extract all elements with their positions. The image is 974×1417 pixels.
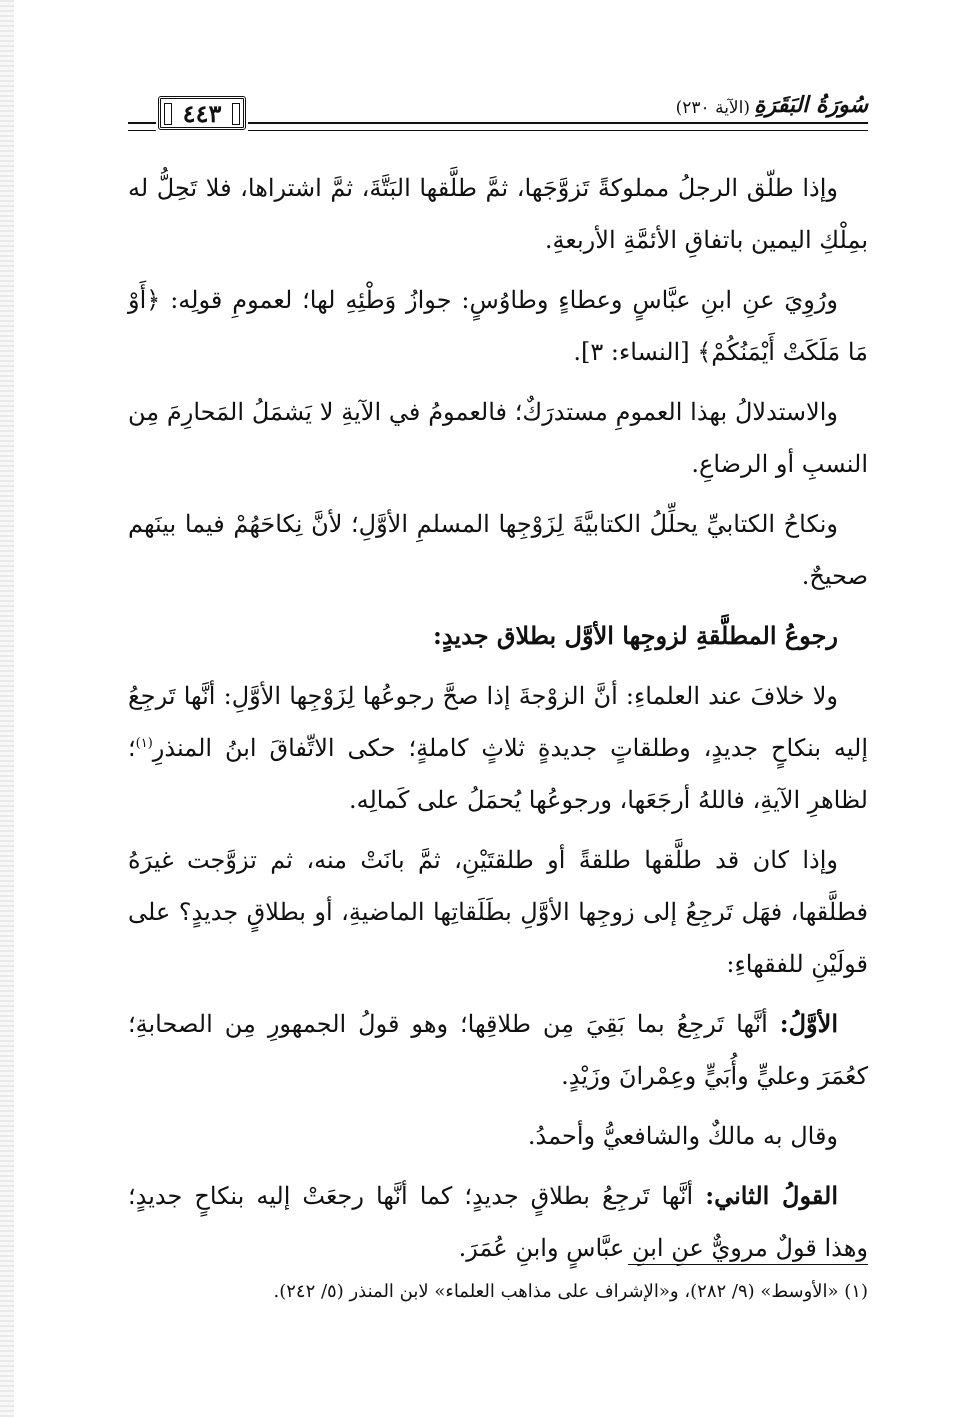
page-number: ٤٤٣ (158, 96, 246, 130)
paragraph-text: أنَّها تَرجِعُ بطلاقٍ جديدٍ؛ كما أنَّها رجعَتْ إليه بنكاحٍ جديدٍ؛ وهذا قولٌ مرويٌّ عنِ ابنِ عبَّاسٍ وابنِ عُمَرَ. (128, 1182, 868, 1262)
paragraph-text: ولا خلافَ عند العلماءِ: أنَّ الزوْجةَ إذا صحَّ رجوعُها لِزَوْجِها الأوَّلِ: أنَّها تَرجِعُ إليه بنكاحٍ جديدٍ، وطلقاتٍ جديدةٍ ثلاثٍ كاملةٍ؛ حكى الاتِّفاقَ ابنُ المنذرِ (128, 682, 868, 762)
scan-edge (0, 0, 14, 1417)
paragraph (128, 274, 868, 378)
paragraph-text: وإذا كان قد طلَّقها طلقةً أو طلقتَيْنِ، ثمَّ بانَتْ منه، ثم تزوَّجت غيرَهُ فطلَّقها، فهَل تَرجِعُ إلى زوجِها الأوَّلِ بطَلَقاتِها الماضيةِ، أو بطلاقٍ جديدٍ؟ على قولَيْنِ للفقهاءِ: (128, 846, 868, 978)
paragraph (128, 670, 868, 826)
page-body (128, 162, 868, 1282)
header-rule-left (128, 122, 156, 131)
paragraph-text: أنَّها تَرجِعُ بما بَقِيَ مِن طلاقِها؛ وهو قولُ الجمهورِ مِن الصحابةِ؛ كعُمَرَ وعليٍّ وأُبَيٍّ وعِمْرانَ وزَيْدٍ. (128, 1010, 868, 1090)
paragraph-text: ونكاحُ الكتابيِّ يحلِّلُ الكتابيَّةَ لِزَوْجِها المسلمِ الأوَّلِ؛ لأنَّ نِكاحَهُمْ فيما بينَهم صحيحٌ. (128, 510, 868, 590)
paragraph-text: وإذا طلّق الرجلُ مملوكةً تَزوَّجَها، ثمَّ طلَّقها البَتَّةَ، ثمَّ اشتراها، فلا تَحِلُّ له بمِلْكِ اليمين باتفاقِ الأئمَّةِ الأربعةِ. (128, 174, 868, 254)
paragraph-text: وقال به مالكٌ والشافعيُّ وأحمدُ. (527, 1122, 838, 1150)
footnote-marker[interactable]: (١) (135, 736, 153, 751)
header-rule-right (248, 122, 868, 131)
paragraph-lead: القولُ الثاني: (705, 1181, 838, 1210)
section-heading: رجوعُ المطلَّقةِ لزوجِها الأوَّل بطلاق جديدٍ: (432, 621, 838, 650)
paragraph (128, 498, 868, 602)
paragraph (128, 834, 868, 990)
paragraph (128, 386, 868, 490)
surah-name: سُورَةُ البَقَرَةِ (754, 92, 868, 118)
paragraph (128, 998, 868, 1102)
paragraph (128, 1170, 868, 1274)
paragraph-text: ورُوِيَ عنِ ابنِ عبَّاسٍ وعطاءٍ وطاوُسٍ: جوازُ وَطْئِهِ لها؛ لعمومِ قولِه: ﴿أَوْ مَا مَلَكَتْ أَيْمَنُكُمْ﴾ [النساء: ٣]. (128, 286, 868, 366)
page-header (128, 92, 868, 136)
paragraph (128, 1110, 868, 1162)
ayah-reference: (الآية ٢٣٠) (675, 98, 750, 118)
paragraph-lead: الأوَّلُ: (779, 1009, 838, 1038)
paragraph-text: ؛ لظاهرِ الآيةِ، فاللهُ أرجَعَها، ورجوعُها يُحمَلُ على كَمالِه. (128, 734, 868, 814)
footnote: (١) «الأوسط» (٩/ ٢٨٢)، و«الإشراف على مذاهب العلماء» لابن المنذر (٥/ ٢٤٢). (273, 1281, 868, 1302)
paragraph (128, 162, 868, 266)
footnote-separator (628, 1264, 868, 1265)
paragraph-text: والاستدلالُ بهذا العمومِ مستدرَكٌ؛ فالعمومُ في الآيةِ لا يَشمَلُ المَحارِمَ مِن النسبِ أو الرضاعِ. (128, 398, 868, 478)
